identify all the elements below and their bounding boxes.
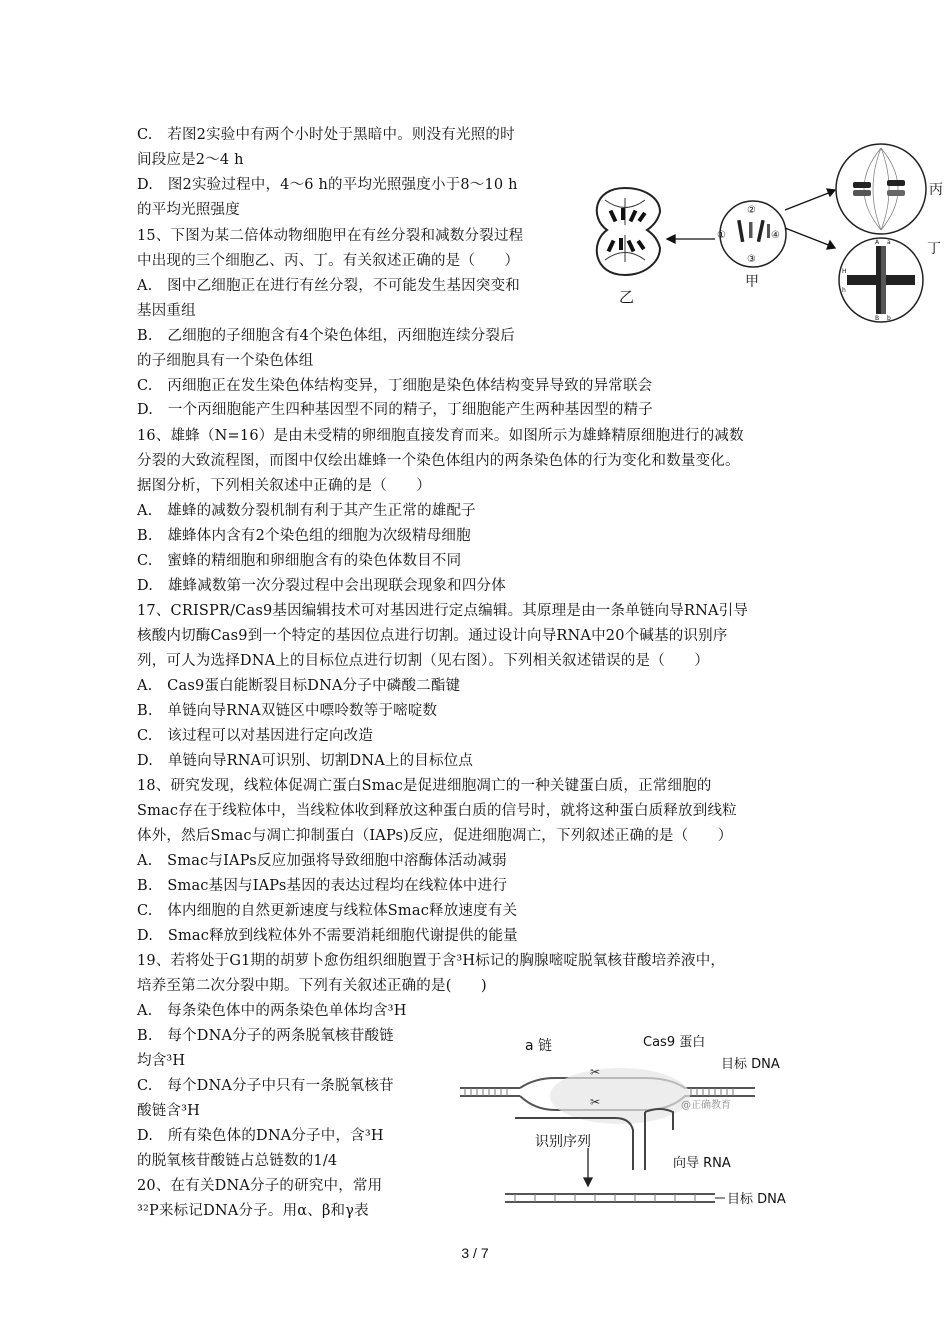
option-c: C. 蜜蜂的精细胞和卵细胞含有的染色体数目不同 bbox=[137, 553, 462, 569]
option-a: A. Smac与IAPs反应加强将导致细胞中溶酶体活动减弱 bbox=[137, 853, 507, 869]
cas9-protein bbox=[550, 1068, 690, 1124]
option-a: A. 雄蜂的减数分裂机制有利于其产生正常的雄配子 bbox=[137, 503, 476, 519]
text-line: 体外，然后Smac与凋亡抑制蛋白（IAPs)反应，促进细胞凋亡，下列叙述正确的是（ ） bbox=[137, 828, 733, 844]
label-yi: 乙 bbox=[619, 288, 635, 306]
text-line: 核酸内切酶Cas9到一个特定的基因位点进行切割。通过设计向导RNA中20个碱基的识别序 bbox=[137, 628, 728, 644]
question-20: 20、在有关DNA分子的研究中，常用 bbox=[137, 1178, 383, 1194]
question-17: 17、CRISPR/Cas9基因编辑技术可对基因进行定点编辑。其原理是由一条单链向导RNA引导 bbox=[137, 603, 749, 619]
page-number: 3 / 7 bbox=[461, 1245, 489, 1261]
option-d: D. 雄蜂减数第一次分裂过程中会出现联会现象和四分体 bbox=[137, 578, 506, 594]
watermark: @正确教育 bbox=[681, 1100, 731, 1111]
text-line: D. 图2实验过程中，4～6 h的平均光照强度小于8～10 h bbox=[137, 177, 518, 193]
question-15: 15、下图为某二倍体动物细胞甲在有丝分裂和减数分裂过程 bbox=[137, 228, 524, 244]
option-c: C. 体内细胞的自然更新速度与线粒体Smac释放速度有关 bbox=[137, 903, 518, 919]
option-b: B. 雄蜂体内含有2个染色组的细胞为次级精母细胞 bbox=[137, 528, 471, 544]
label-cas9: Cas9 蛋白 bbox=[643, 1035, 706, 1050]
arrow-to-bing bbox=[785, 192, 831, 210]
text-line: 培养至第二次分裂中期。下列有关叙述正确的是( ) bbox=[137, 978, 487, 994]
option-d: D. 所有染色体的DNA分子中，含³H bbox=[137, 1128, 384, 1144]
option-d: D. 一个丙细胞能产生四种基因型不同的精子，丁细胞能产生两种基因型的精子 bbox=[137, 402, 653, 418]
scissors-icon: ✂ bbox=[590, 1095, 601, 1109]
option-c: C. 该过程可以对基因进行定向改造 bbox=[137, 728, 374, 744]
arrow-to-yi bbox=[667, 235, 715, 243]
label-target-dna-top: 目标 DNA bbox=[721, 1057, 780, 1072]
gene-h: h bbox=[842, 287, 846, 294]
label-guide-rna: 向导 RNA bbox=[673, 1156, 731, 1171]
text-line: 的平均光照强度 bbox=[137, 202, 240, 218]
option-a: A. Cas9蛋白能断裂目标DNA分子中磷酸二酯键 bbox=[137, 678, 461, 694]
option-b: B. 乙细胞的子细胞含有4个染色体组，丙细胞连续分裂后 bbox=[137, 328, 515, 344]
label-recognition: 识别序列 bbox=[535, 1134, 591, 1150]
label-target-dna-bottom: 目标 DNA bbox=[727, 1192, 786, 1207]
arrow-down bbox=[584, 1148, 592, 1186]
option-c: C. 每个DNA分子中只有一条脱氧核苷 bbox=[137, 1078, 394, 1094]
num-4: ④ bbox=[771, 230, 780, 241]
option-d: D. Smac释放到线粒体外不需要消耗细胞代谢提供的能量 bbox=[137, 928, 518, 944]
text-line: 列，可人为选择DNA上的目标位点进行切割（见右图）。下列相关叙述错误的是（ ） bbox=[137, 653, 710, 669]
question-18: 18、研究发现，线粒体促凋亡蛋白Smac是促进细胞凋亡的一种关键蛋白质，正常细胞的 bbox=[137, 778, 712, 794]
text-line: 的子细胞具有一个染色体组 bbox=[137, 353, 314, 369]
gene-H: H bbox=[842, 268, 847, 275]
num-2: ② bbox=[747, 205, 756, 216]
option-d: D. 单链向导RNA可识别、切割DNA上的目标位点 bbox=[137, 753, 474, 769]
text-line: 均含³H bbox=[137, 1053, 186, 1069]
label-alpha-chain: a 链 bbox=[525, 1038, 553, 1054]
crispr-cas9-figure bbox=[455, 1020, 800, 1215]
scissors-icon: ✂ bbox=[590, 1065, 601, 1079]
text-line: 分裂的大致流程图，而图中仅绘出雄蜂一个染色体组内的两条染色体的行为变化和数量变化。 bbox=[137, 453, 740, 469]
text-line: ³²P来标记DNA分子。用α、β和γ表 bbox=[137, 1203, 369, 1219]
text-line: Smac存在于线粒体中，当线粒体收到释放这种蛋白质的信号时，就将这种蛋白质释放到线粒 bbox=[137, 803, 737, 819]
text-line: C. 若图2实验中有两个小时处于黑暗中。则没有光照的时 bbox=[137, 127, 515, 143]
arrow-to-ding bbox=[785, 228, 831, 246]
option-b: B. Smac基因与IAPs基因的表达过程均在线粒体中进行 bbox=[137, 878, 508, 894]
cell-division-figure bbox=[585, 140, 945, 325]
option-b: B. 每个DNA分子的两条脱氧核苷酸链 bbox=[137, 1028, 394, 1044]
text-line: 酸链含³H bbox=[137, 1103, 200, 1119]
text-line: 据图分析，下列相关叙述中正确的是（ ） bbox=[137, 478, 431, 494]
cell-bing bbox=[836, 144, 926, 234]
label-bing: 丙 bbox=[929, 182, 943, 198]
label-jia: 甲 bbox=[745, 274, 759, 290]
num-1: ① bbox=[717, 230, 726, 241]
gene-b: b bbox=[887, 315, 891, 322]
option-b: B. 单链向导RNA双链区中嘌呤数等于嘧啶数 bbox=[137, 703, 438, 719]
gene-A: A bbox=[875, 239, 880, 246]
text-line: 间段应是2～4 h bbox=[137, 152, 244, 168]
text-line: 中出现的三个细胞乙、丙、丁。有关叙述正确的是（ ） bbox=[137, 253, 520, 269]
gene-a: a bbox=[887, 239, 891, 246]
label-ding: 丁 bbox=[927, 241, 941, 257]
option-c: C. 丙细胞正在发生染色体结构变异，丁细胞是染色体结构变异导致的异常联会 bbox=[137, 378, 653, 394]
option-a: A. 图中乙细胞正在进行有丝分裂，不可能发生基因突变和 bbox=[137, 278, 520, 294]
target-dna-bottom bbox=[505, 1194, 715, 1202]
text-line: 的脱氧核苷酸链占总链数的1/4 bbox=[137, 1153, 338, 1169]
cell-ding bbox=[839, 238, 923, 322]
num-3: ③ bbox=[747, 254, 756, 265]
gene-B: B bbox=[875, 315, 880, 322]
text-line: 基因重组 bbox=[137, 303, 196, 319]
option-a: A. 每条染色体中的两条染色单体均含³H bbox=[137, 1003, 407, 1019]
question-19: 19、若将处于G1期的胡萝卜愈伤组织细胞置于含³H标记的胸腺嘧啶脱氧核苷酸培养液中， bbox=[137, 953, 726, 969]
question-16: 16、雄蜂（N=16）是由未受精的卵细胞直接发育而来。如图所示为雄蜂精原细胞进行的减数 bbox=[137, 428, 744, 444]
